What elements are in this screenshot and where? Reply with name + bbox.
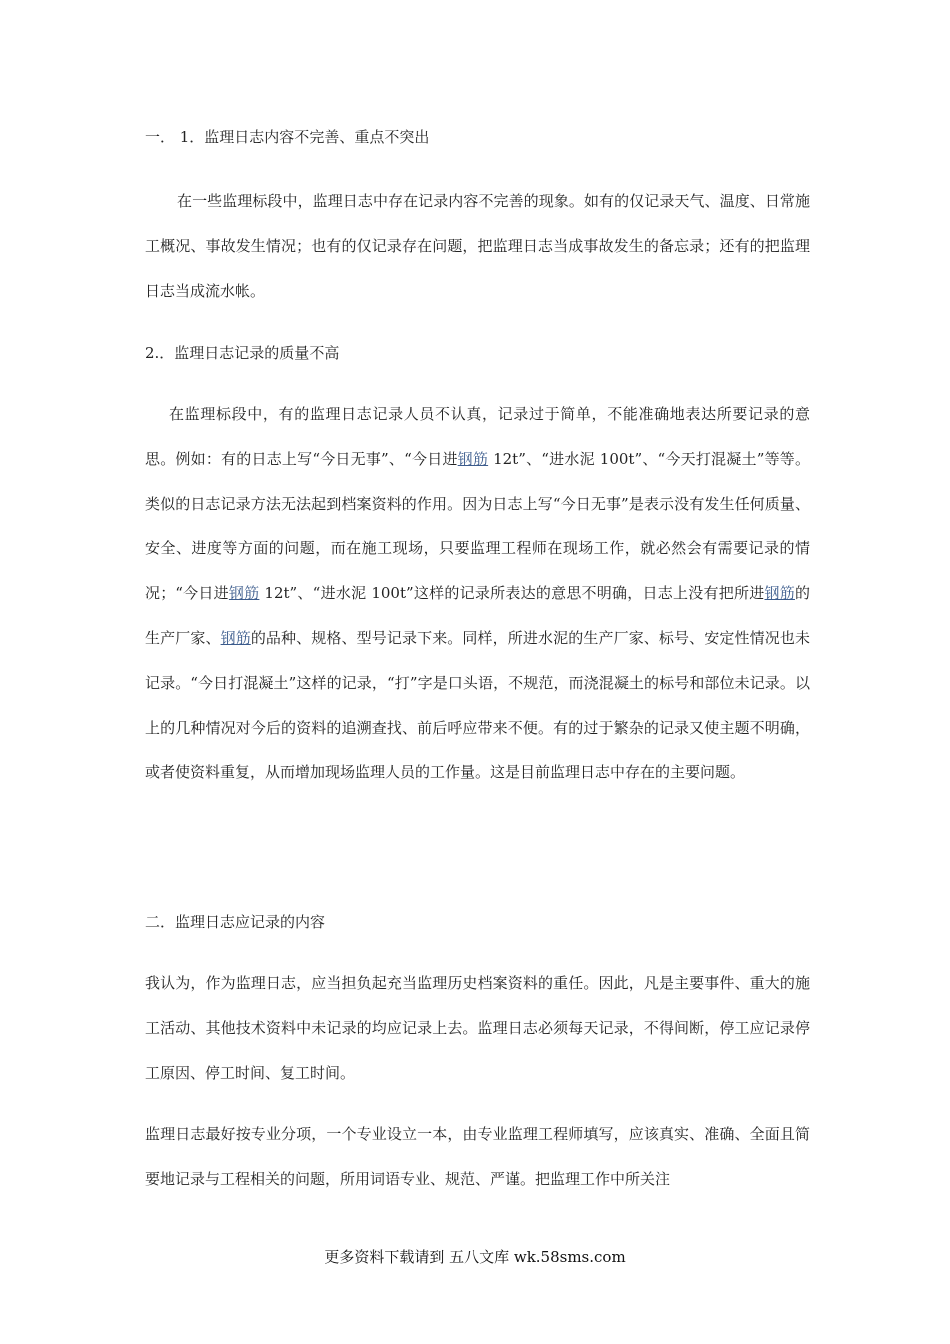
link-gangjin-2[interactable]: 钢筋 bbox=[228, 584, 260, 603]
section-heading-2: 2.．监理日志记录的质量不高 bbox=[145, 344, 340, 362]
paragraph-2-text-3: 12t”、“进水泥 100t”这样的记录所表达的意思不明确，日志上没有把所进 bbox=[259, 584, 765, 603]
link-gangjin-3[interactable]: 钢筋 bbox=[764, 584, 795, 603]
section-heading-3: 二．监理日志应记录的内容 bbox=[145, 913, 326, 931]
section-heading-1: 一． 1．监理日志内容不完善、重点不突出 bbox=[145, 128, 430, 146]
paragraph-2-text-1: 在监理标段中，有的监理日志记录人员不认真，记录过于简单，不能准确地表达所要记录的意思。例如：有的日志上写“今日无事”、“今日进 bbox=[145, 405, 810, 468]
paragraph-1: 在一些监理标段中，监理日志中存在记录内容不完善的现象。如有的仅记录天气、温度、日常施工概况、事故发生情况；也有的仅记录存在问题，把监理日志当成事故发生的备忘录；还有的把监理日志当成流水帐。 bbox=[145, 192, 810, 300]
paragraph-2-text-5: 的品种、规格、型号记录下来。同样，所进水泥的生产厂家、标号、安定性情况也未记录。“今日打混凝土”这样的记录，“打”字是口头语，不规范，而浇混凝土的标号和部位未记录。以上的几种情况对今后的资料的追溯查找、前后呼应带来不便。有的过于繁杂的记录又使主题不明确，或者使资料重复，从而增加现场监理人员的工作量。这是目前监理日志中存在的主要问题。 bbox=[145, 628, 810, 782]
paragraph-3: 我认为，作为监理日志，应当担负起充当监理历史档案资料的重任。因此，凡是主要事件、重大的施工活动、其他技术资料中未记录的均应记录上去。监理日志必须每天记录，不得间断，停工应记录停工原因、停工时间、复工时间。 bbox=[145, 974, 810, 1082]
paragraph-2-text-4: 的生产厂家、 bbox=[145, 584, 810, 647]
paragraph-2 bbox=[145, 392, 810, 795]
link-gangjin-1[interactable]: 钢筋 bbox=[457, 449, 489, 468]
link-gangjin-4[interactable]: 钢筋 bbox=[220, 628, 251, 647]
page-footer: 更多资料下载请到 五八文库 wk.58sms.com bbox=[324, 1248, 626, 1266]
paragraph-2-text-2: 12t”、“进水泥 100t”、“今天打混凝土”等等。类似的日志记录方法无法起到档案资料的作用。因为日志上写“今日无事”是表示没有发生任何质量、安全、进度等方面的问题，而在施工现场，只要监理工程师在现场工作，就必然会有需要记录的情况；“今日进 bbox=[145, 449, 810, 603]
paragraph-4: 监理日志最好按专业分项，一个专业设立一本，由专业监理工程师填写，应该真实、准确、全面且简要地记录与工程相关的问题，所用词语专业、规范、严谨。把监理工作中所关注 bbox=[145, 1125, 810, 1188]
